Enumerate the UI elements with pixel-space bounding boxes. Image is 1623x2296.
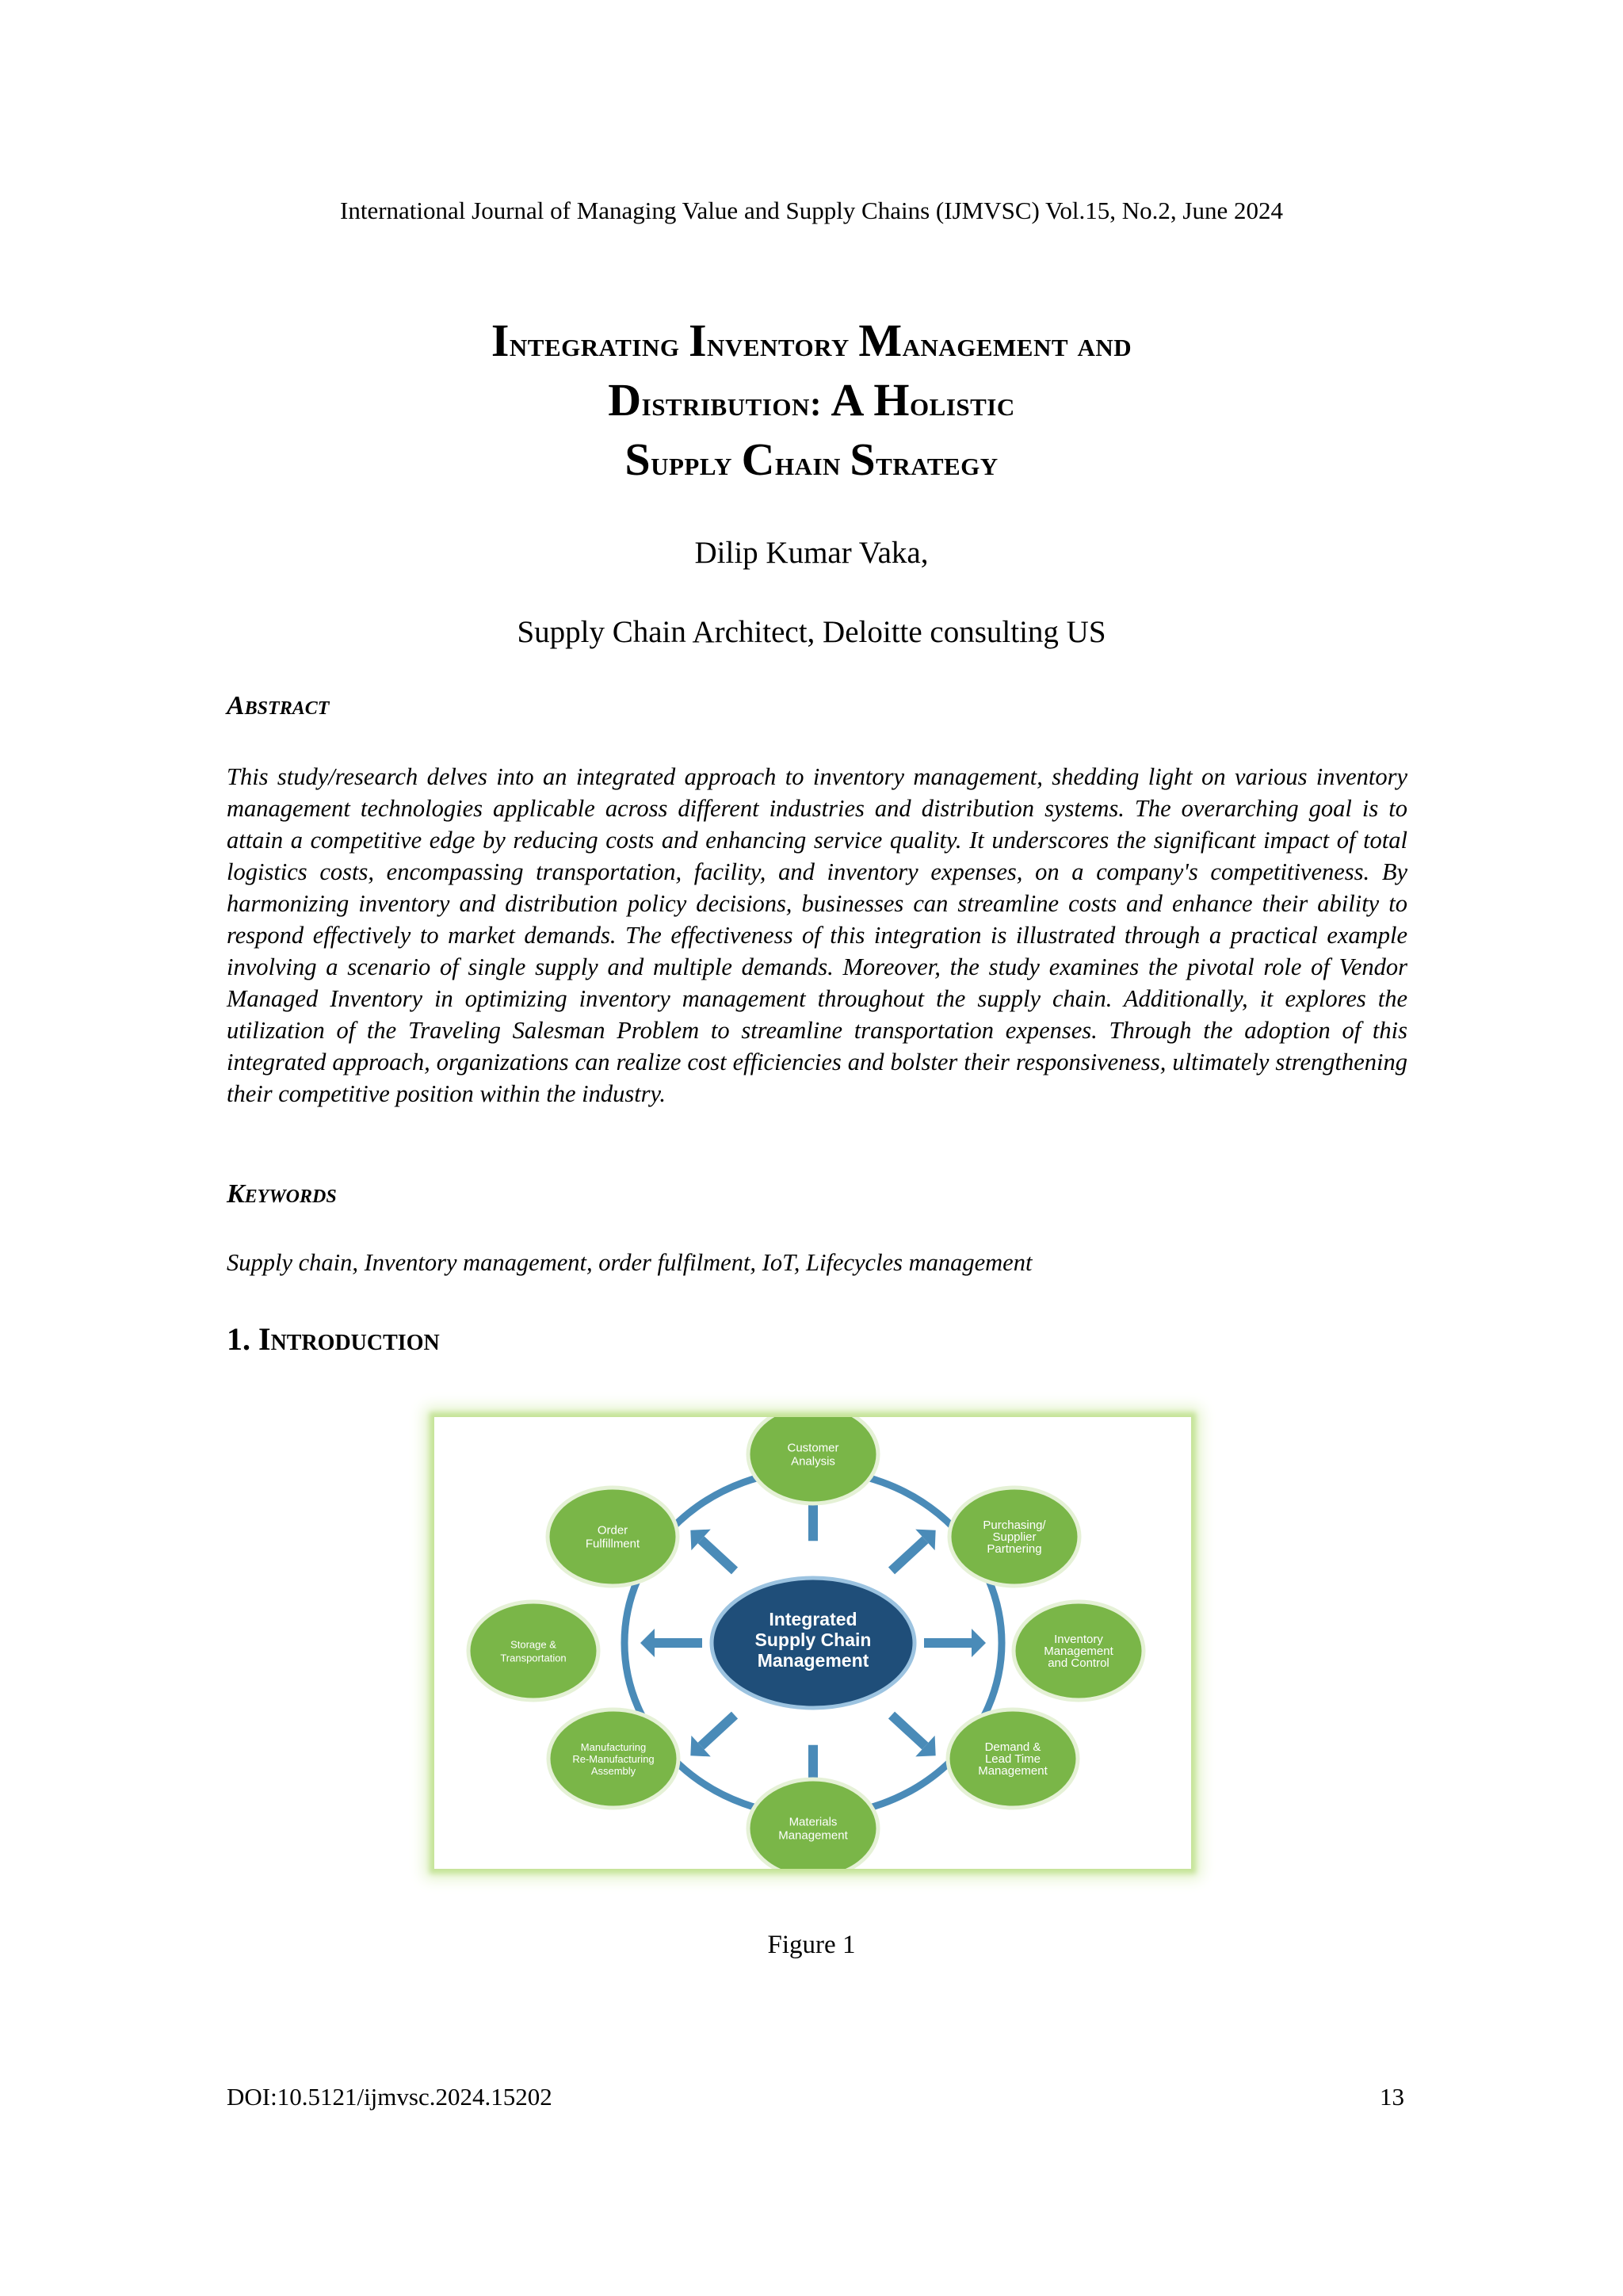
arrow-icon [892, 1530, 936, 1571]
node-label: Transportation [500, 1652, 567, 1664]
node-label: Lead Time [984, 1752, 1041, 1766]
arrow-icon [640, 1629, 702, 1657]
center-label: Supply Chain [754, 1629, 872, 1650]
node-label: Assembly [590, 1765, 636, 1777]
node-label: Management [1044, 1645, 1113, 1658]
node-label: Management [978, 1764, 1048, 1778]
author-affiliation: Supply Chain Architect, Deloitte consulting US [517, 615, 1106, 649]
introduction-heading: 1. Introduction [227, 1321, 440, 1357]
title-line-1 [0, 313, 1623, 372]
author-name: Dilip Kumar Vaka, [694, 536, 929, 570]
keywords-heading: Keywords [227, 1179, 337, 1209]
node-label: Management [778, 1828, 848, 1843]
node-label: Demand & [984, 1740, 1041, 1754]
arrow-icon [892, 1715, 936, 1756]
arrow-icon [924, 1629, 986, 1657]
node-label: Fulfillment [585, 1537, 640, 1551]
title-line-2 [0, 372, 1623, 432]
node-label: Storage & [510, 1638, 556, 1651]
figure-1-diagram [434, 1417, 1191, 1869]
supply-chain-diagram-svg [434, 1417, 1191, 1869]
arrow-icon [690, 1715, 735, 1756]
keywords-text: Supply chain, Inventory management, order fulfilment, IoT, Lifecycles management [227, 1249, 1033, 1276]
node-label: Manufacturing [580, 1741, 647, 1753]
node-label: and Control [1048, 1656, 1109, 1670]
node-label: Analysis [791, 1454, 835, 1469]
paper-title [0, 313, 1623, 491]
node-label: Inventory [1054, 1633, 1103, 1646]
node-label: Order [597, 1523, 628, 1538]
arrow-icon [690, 1530, 735, 1571]
footer-doi: DOI:10.5121/ijmvsc.2024.15202 [227, 2083, 552, 2111]
node-label: Supplier [992, 1530, 1037, 1544]
node-label: Purchasing/ [983, 1519, 1046, 1532]
center-label: Integrated [769, 1609, 857, 1629]
node-label: Re-Manufacturing [572, 1753, 655, 1765]
title-line-3 [0, 432, 1623, 491]
node-storage-transportation [468, 1602, 598, 1700]
figure-caption: Figure 1 [767, 1931, 856, 1959]
abstract-heading: Abstract [227, 691, 330, 720]
page-number: 13 [1380, 2083, 1404, 2111]
title-line-3-text: Supply Chain Strategy [624, 434, 999, 485]
title-line-1-text: Integrating Inventory Management and [491, 315, 1132, 366]
center-label: Management [757, 1650, 869, 1671]
node-label: Customer [787, 1441, 839, 1455]
node-label: Materials [789, 1815, 838, 1829]
abstract-text: This study/research delves into an integrated approach to inventory management, shedding light on various inventory management technologies applicable across different industries and distribution systems. The overarching goal is to attain a competitive edge by reducing costs and enhancing service quality. It underscores the significant impact of total logistics costs, encompassing transportation, facility, and inventory expenses, on a company's competitiveness. By harmonizing inventory and distribution policy decisions, businesses can streamline costs and enhance their ability to respond effectively to market demands. The effectiveness of this integration is illustrated through a practical example involving a scenario of single supply and multiple demands. Moreover, the study examines the pivotal role of Vendor Managed Inventory in optimizing inventory management throughout the supply chain. Additionally, it explores the utilization of the Traveling Salesman Problem to streamline transportation expenses. Through the adoption of this integrated approach, organizations can realize cost efficiencies and bolster their responsiveness, ultimately strengthening their competitive position within the industry. [227, 763, 1407, 1107]
title-line-2-text: Distribution: A Holistic [608, 374, 1015, 426]
running-head: International Journal of Managing Value and Supply Chains (IJMVSC) Vol.15, No.2, June 2024 [340, 197, 1283, 224]
node-label: Partnering [987, 1542, 1042, 1556]
